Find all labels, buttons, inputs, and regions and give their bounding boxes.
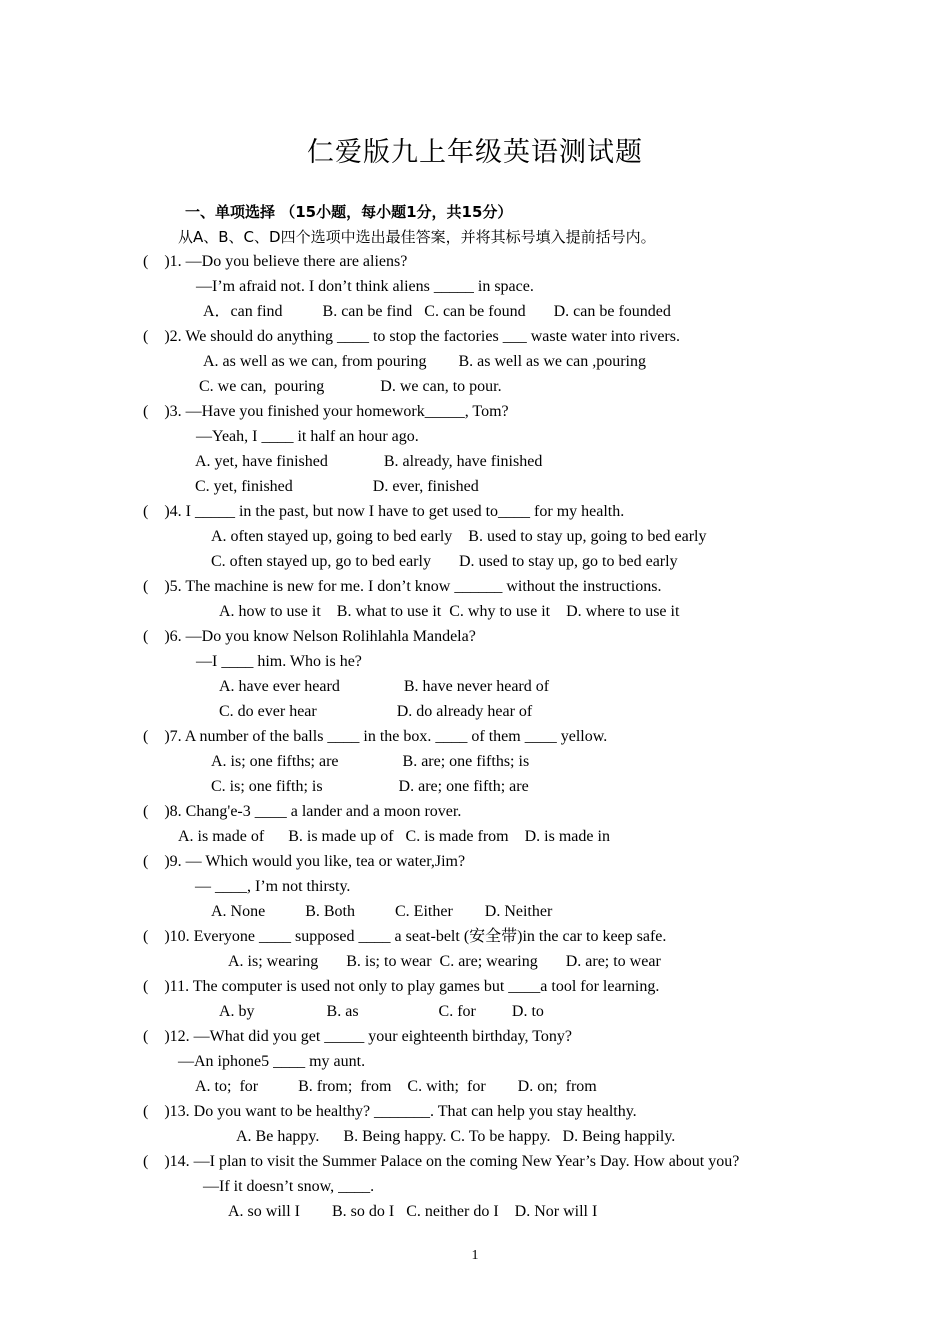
question-3: ( )3. —Have you finished your homework_____, Tom? [143, 403, 509, 420]
question-2: ( )2. We should do anything ____ to stop the factories ___ waste water into rivers. [143, 328, 680, 345]
question-11-options: A. by B. as C. for D. to [219, 1003, 544, 1020]
question-10: ( )10. Everyone ____ supposed ____ a seat-belt (安全带)in the car to keep safe. [143, 928, 667, 945]
page-number: 1 [471, 1248, 479, 1263]
question-12: ( )12. —What did you get _____ your eighteenth birthday, Tony? [143, 1028, 573, 1045]
question-1: ( )1. —Do you believe there are aliens? [143, 253, 408, 270]
section-instruction: 从A、B、C、D四个选项中选出最佳答案，并将其标号填入提前括号内。 [178, 228, 656, 246]
question-9-dialogue: — ____, I’m not thirsty. [195, 878, 351, 895]
question-4-options: C. often stayed up, go to bed early D. used to stay up, go to bed early [211, 553, 678, 570]
question-14: ( )14. —I plan to visit the Summer Palace on the coming New Year’s Day. How about you? [143, 1153, 740, 1170]
question-12-options: A. to; for B. from; from C. with; for D. on; from [195, 1078, 597, 1095]
question-6-options: A. have ever heard B. have never heard of [219, 678, 550, 695]
question-5: ( )5. The machine is new for me. I don’t know ______ without the instructions. [143, 578, 662, 595]
question-5-options: A. how to use it B. what to use it C. why to use it D. where to use it [219, 603, 680, 620]
question-6-options: C. do ever hear D. do already hear of [219, 703, 533, 720]
question-2-options: C. we can, pouring D. we can, to pour. [199, 378, 502, 395]
question-9-options: A. None B. Both C. Either D. Neither [211, 903, 553, 920]
question-8: ( )8. Chang'e-3 ____ a lander and a moon rover. [143, 803, 462, 820]
question-8-options: A. is made of B. is made up of C. is made from D. is made in [178, 828, 610, 845]
question-6: ( )6. —Do you know Nelson Rolihlahla Mandela? [143, 628, 476, 645]
question-7: ( )7. A number of the balls ____ in the box. ____ of them ____ yellow. [143, 728, 608, 745]
question-7-options: C. is; one fifth; is D. are; one fifth; are [211, 778, 529, 795]
question-3-options: C. yet, finished D. ever, finished [195, 478, 479, 495]
question-1-options: A．can find B. can be find C. can be found D. can be founded [203, 303, 671, 320]
question-4-options: A. often stayed up, going to bed early B. used to stay up, going to bed early [211, 528, 707, 545]
question-9: ( )9. — Which would you like, tea or water,Jim? [143, 853, 466, 870]
question-14-dialogue: —If it doesn’t snow, ____. [203, 1178, 375, 1195]
section-heading: 一、单项选择 （15小题，每小题1分，共15分） [185, 203, 513, 221]
page-title: 仁爱版九上年级英语测试题 [307, 137, 643, 168]
question-13: ( )13. Do you want to be healthy? _______. That can help you stay healthy. [143, 1103, 637, 1120]
question-13-options: A. Be happy. B. Being happy. C. To be happy. D. Being happily. [236, 1128, 676, 1145]
question-4: ( )4. I _____ in the past, but now I have to get used to____ for my health. [143, 503, 625, 520]
question-2-options: A. as well as we can, from pouring B. as well as we can ,pouring [203, 353, 646, 370]
question-6-dialogue: —I ____ him. Who is he? [196, 653, 362, 670]
question-14-options: A. so will I B. so do I C. neither do I D. Nor will I [228, 1203, 598, 1220]
question-10-options: A. is; wearing B. is; to wear C. are; wearing D. are; to wear [228, 953, 661, 970]
question-12-dialogue: —An iphone5 ____ my aunt. [178, 1053, 366, 1070]
question-1-dialogue: —I’m afraid not. I don’t think aliens _____ in space. [196, 278, 534, 295]
question-7-options: A. is; one fifths; are B. are; one fifths; is [211, 753, 530, 770]
question-3-dialogue: —Yeah, I ____ it half an hour ago. [196, 428, 419, 445]
question-11: ( )11. The computer is used not only to play games but ____a tool for learning. [143, 978, 660, 995]
question-3-options: A. yet, have finished B. already, have finished [195, 453, 543, 470]
